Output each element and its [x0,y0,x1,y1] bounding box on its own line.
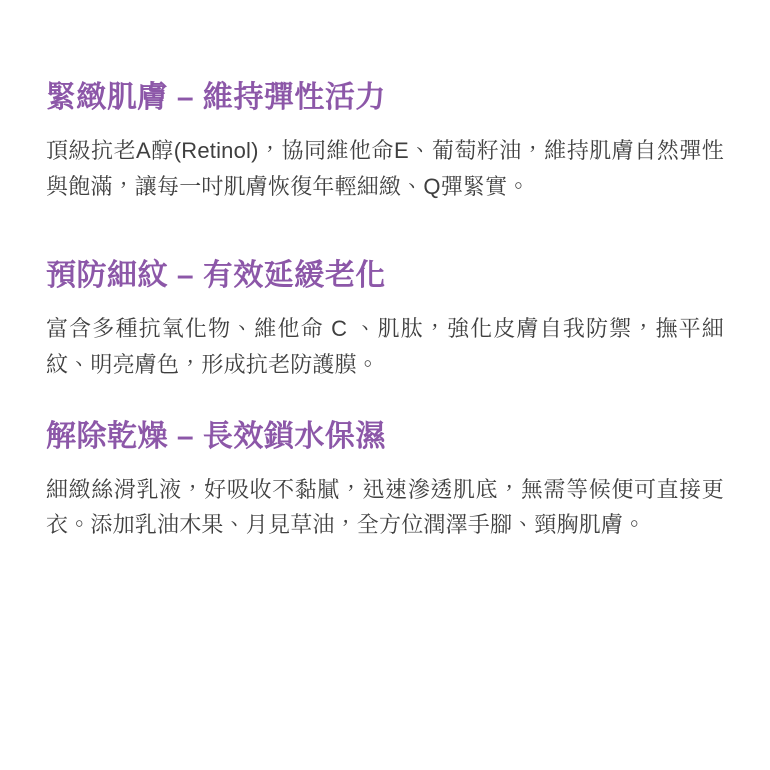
section-heading-moisture: 解除乾燥 – 長效鎖水保濕 [46,419,386,453]
section-heading-firming: 緊緻肌膚 – 維持彈性活力 [46,81,386,114]
section-body-fine-lines: 富含多種抗氧化物、維他命 C 、肌肽，強化皮膚自我防禦，撫平細紋、明亮膚色，形成抗老防護膜。 [46,316,724,377]
section-body-moisture: 細緻絲滑乳液，好吸收不黏膩，迅速滲透肌底，無需等候便可直接更衣。添加乳油木果、月見草油，全方位潤澤手腳、頸胸肌膚。 [46,476,724,538]
section-firming [46,78,724,204]
section-moisture [46,417,724,543]
section-fine-lines [46,256,724,382]
section-heading-fine-lines: 預防細紋 – 有效延緩老化 [46,259,386,293]
section-body-firming: 頂級抗老A醇(Retinol)，協同維他命E、葡萄籽油，維持肌膚自然彈性與飽滿，讓每一吋肌膚恢復年輕細緻、Q彈緊實。 [46,138,724,199]
